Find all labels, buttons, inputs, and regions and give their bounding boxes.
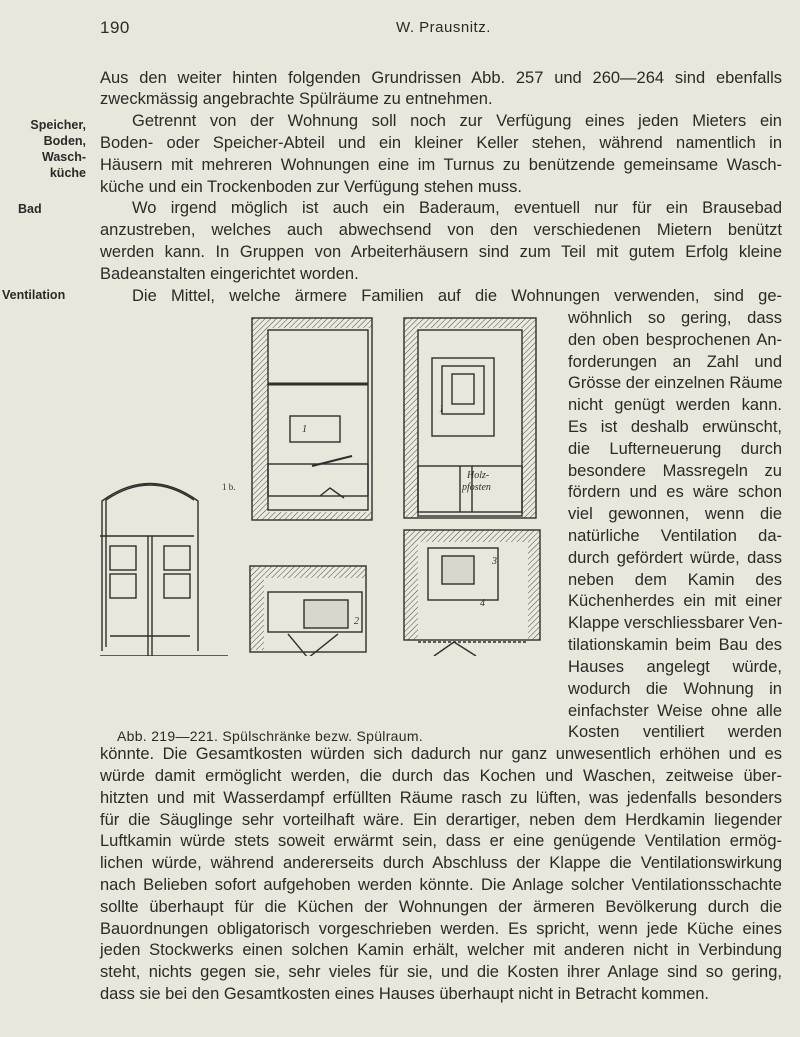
body-line: werden kann. In Gruppen von Arbeiterhäusern sind zum Teil mit gutem Erfolg kleine: [100, 243, 782, 261]
margin-note-line: Speicher,: [30, 118, 86, 132]
wrap-line: natürliche Ventilation da-: [568, 527, 782, 545]
body-line: dass sie bei den Gesamtkosten eines Hauses überhaupt nicht in Betracht kommen.: [100, 985, 710, 1003]
wrap-line: Hauses angelegt würde,: [568, 658, 782, 676]
wrap-line: Küchenherdes ein mit einer: [568, 592, 782, 610]
wrap-line: Kosten ventiliert werden: [568, 723, 782, 741]
wrap-line: Es ist deshalb erwünscht,: [568, 418, 782, 436]
body-line: anzustreben, welches auch abwechsend von den verschiedenen Mietern benützt: [100, 221, 782, 239]
wrap-line: den oben besprochenen An-: [568, 331, 782, 349]
label-1a: 1: [439, 404, 444, 415]
margin-note-line: Boden,: [43, 134, 86, 148]
label-holz: Holz-: [467, 470, 490, 481]
body-line: zweckmässig angebrachte Spülräume zu entnehmen.: [100, 90, 493, 108]
plan-drawing-3: [250, 566, 366, 656]
wrap-line: neben dem Kamin des: [568, 571, 782, 589]
wrap-line: besondere Massregeln zu: [568, 462, 782, 480]
wrap-line: durch gefördert würde, dass: [568, 549, 782, 567]
margin-note-line: Wasch-: [42, 150, 86, 164]
wrap-line: wodurch die Wohnung in: [568, 680, 782, 698]
wrap-line: fördern und es wäre schon: [568, 483, 782, 501]
margin-note-bad: [18, 201, 102, 217]
margin-note-speicher: [2, 117, 86, 181]
wrap-line: forderungen an Zahl und: [568, 353, 782, 371]
body-line: hitzten und mit Wasserdampf erfüllten Räume rasch zu lüften, was jedenfalls besonders: [100, 789, 782, 807]
body-line: Aus den weiter hinten folgenden Grundrissen Abb. 257 und 260—264 sind ebenfalls: [100, 69, 782, 87]
page-number: 190: [100, 18, 130, 37]
wrap-line: viel gewonnen, wenn die: [568, 505, 782, 523]
body-line: würde damit ermöglicht werden, die durch das Kochen und Waschen, zeitweise über-: [100, 767, 782, 785]
wrap-line: einfachster Weise ohne alle: [568, 702, 782, 720]
body-line: Häusern mit mehreren Wohnungen eine im Turnus zu benützende gemeinsame Wasch-: [100, 156, 782, 174]
body-line: lichen würde, während andererseits durch Abschluss der Klappe die Ventilationswirkung: [100, 854, 782, 872]
margin-note-ventilation: [2, 287, 86, 303]
elevation-drawing: [100, 484, 228, 657]
wrap-line: tilationskamin beim Bau des: [568, 636, 782, 654]
body-line: jeden Stockwerks einen solchen Kamin erhält, welcher mit anderen nicht in Verbindung: [100, 941, 782, 959]
body-line: Luftkamin würde stets soweit erwärmt sein, dass er eine genügende Ventilation ermög-: [100, 832, 782, 850]
margin-note-line: Ventilation: [2, 288, 66, 302]
body-line: könnte. Die Gesamtkosten würden sich dadurch nur ganz unwesentlich erhöhen und es: [100, 745, 782, 763]
label-4: 4: [480, 598, 485, 609]
margin-note-line: küche: [49, 166, 86, 180]
body-line: Badeanstalten eingerichtet worden.: [100, 265, 359, 283]
label-1: 1: [302, 424, 307, 435]
plan-drawing-4: [404, 530, 540, 656]
label-pfosten: pfosten: [462, 482, 491, 493]
body-line: Wo irgend möglich ist auch ein Baderaum, eventuell nur für ein Brausebad: [132, 199, 782, 217]
figure-spuelschraenke: [92, 316, 567, 656]
body-line: für die Säuglinge sehr vorteilhaft wäre. Ein derartiger, neben dem Herdkamin liegender: [100, 811, 782, 829]
plan-drawing-1: [252, 318, 372, 520]
wrap-line: wöhnlich so gering, dass: [568, 309, 782, 327]
wrap-line: die Lufterneuerung durch: [568, 440, 782, 458]
wrap-line: Grösse der einzelnen Räume: [568, 374, 783, 392]
running-title: W. Prausnitz.: [396, 19, 491, 36]
page-header: [100, 18, 790, 44]
label-2: 2: [354, 616, 359, 627]
body-line: Bauordnungen obligatorisch vorgeschrieben werden. Es spricht, wenn jede Küche eines: [100, 920, 782, 938]
body-line: steht, nichts gegen sie, sehr vieles für sie, und die Kosten ihrer Anlage sind so gering,: [100, 963, 782, 981]
body-line: Getrennt von der Wohnung soll noch zur Verfügung eines jeden Mieters ein: [132, 112, 782, 130]
label-1b: 1 b.: [222, 482, 236, 492]
figure-caption: Abb. 219—221. Spülschränke bezw. Spülraum.: [117, 728, 423, 744]
margin-note-line: Bad: [18, 202, 42, 216]
body-line: Boden- oder Speicher-Abteil und ein kleiner Keller stehen, während namentlich in: [100, 134, 782, 152]
body-line: sollte überhaupt für die Küchen der Wohnungen der ärmeren Bevölkerung durch die: [100, 898, 782, 916]
body-line: nach Belieben sofort aufgehoben werden könnte. Die Anlage solcher Ventilationsschachte: [100, 876, 782, 894]
wrap-line: Klappe verschliessbarer Ven-: [568, 614, 783, 632]
wrap-line: nicht genügt werden kann.: [568, 396, 782, 414]
label-3: 3: [492, 556, 497, 567]
body-line: Die Mittel, welche ärmere Familien auf die Wohnungen verwenden, sind ge-: [132, 287, 782, 305]
body-line: küche und ein Trockenboden zur Verfügung stehen muss.: [100, 178, 522, 196]
